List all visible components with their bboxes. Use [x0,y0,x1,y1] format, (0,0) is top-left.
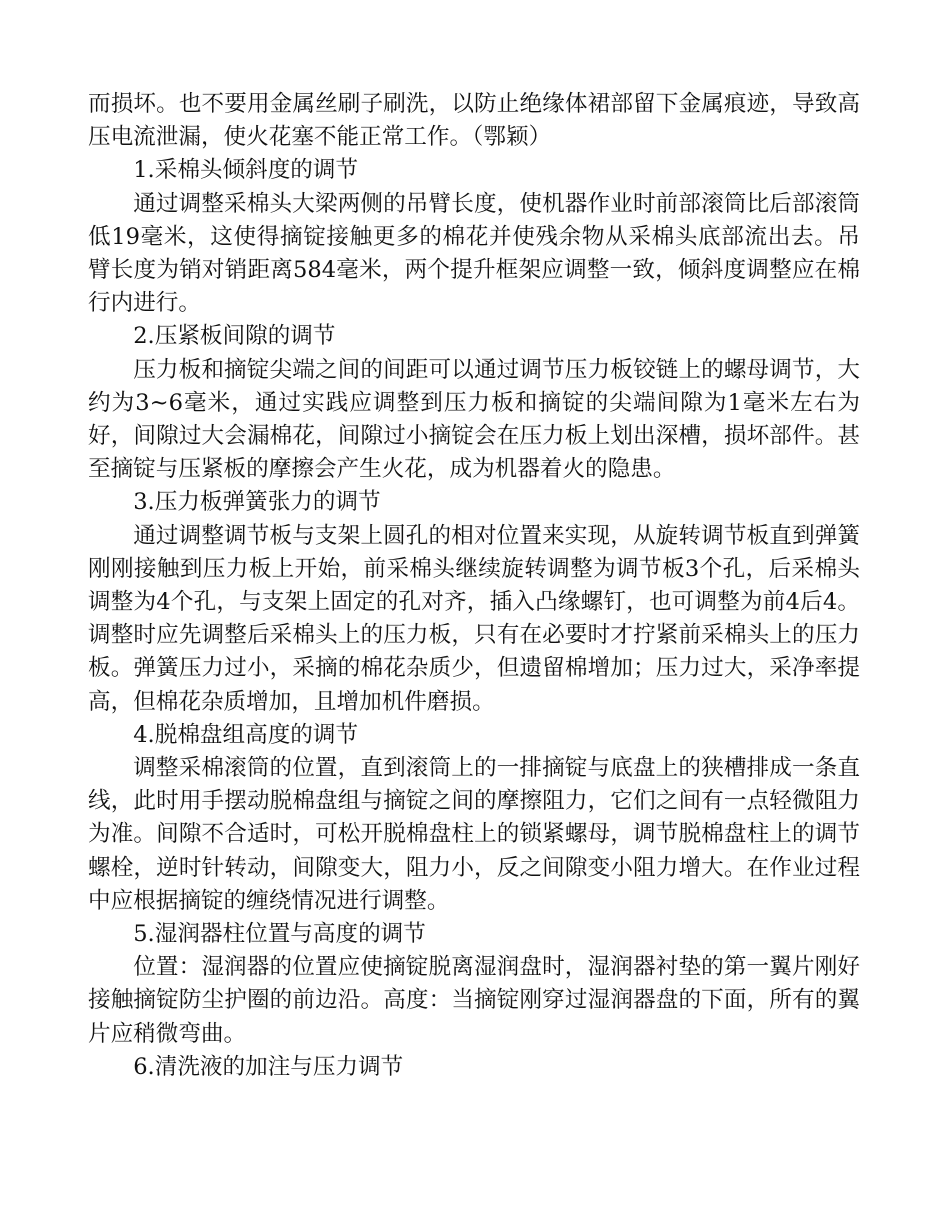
section-heading-1: 1.采棉头倾斜度的调节 [133,157,359,184]
section-heading-6: 6.清洗液的加注与压力调节 [133,1053,404,1080]
section-heading-3: 3.压力板弹簧张力的调节 [133,489,381,516]
section-heading-2: 2.压紧板间隙的调节 [133,323,336,350]
section-heading-4: 4.脱棉盘组高度的调节 [133,721,359,748]
section-heading-5: 5.湿润器柱位置与高度的调节 [133,921,426,948]
paragraph-5: 位置：湿润器的位置应使摘锭脱离湿润盘时，湿润器衬垫的第一翼片刚好接触摘锭防尘护圈的前边沿。高度：当摘锭刚穿过湿润器盘的下面，所有的翼片应稍微弯曲。 [88,954,860,1047]
paragraph-4: 调整采棉滚筒的位置，直到滚筒上的一排摘锭与底盘上的狭槽排成一条直线，此时用手摆动脱棉盘组与摘锭之间的摩擦阻力，它们之间有一点轻微阻力为准。间隙不合适时，可松开脱棉盘柱上的锁紧螺母，调节脱棉盘柱上的调节螺栓，逆时针转动，间隙变大，阻力小，反之间隙变小阻力增大。在作业过程中应根据摘锭的缠绕情况进行调整。 [88,755,860,914]
paragraph-2: 压力板和摘锭尖端之间的间距可以通过调节压力板铰链上的螺母调节，大约为3~6毫米，通过实践应调整到压力板和摘锭的尖端间隙为1毫米左右为好，间隙过大会漏棉花，间隙过小摘锭会在压力板上划出深槽，损坏部件。甚至摘锭与压紧板的摩擦会产生火花，成为机器着火的隐患。 [88,356,860,483]
paragraph-3: 通过调整调节板与支架上圆孔的相对位置来实现，从旋转调节板直到弹簧刚刚接触到压力板上开始，前采棉头继续旋转调整为调节板3个孔，后采棉头调整为4个孔，与支架上固定的孔对齐，插入凸缘螺钉，也可调整为前4后4。调整时应先调整后采棉头上的压力板，只有在必要时才拧紧前采棉头上的压力板。弹簧压力过小，采摘的棉花杂质少，但遗留棉增加；压力过大，采净率提高，但棉花杂质增加，且增加机件磨损。 [88,522,860,715]
paragraph-continued: 而损坏。也不要用金属丝刷子刷洗，以防止绝缘体裙部留下金属痕迹，导致高压电流泄漏，使火花塞不能正常工作。（鄂颖） [88,91,860,151]
paragraph-1: 通过调整采棉头大梁两侧的吊臂长度，使机器作业时前部滚筒比后部滚筒低19毫米，这使得摘锭接触更多的棉花并使残余物从采棉头底部流出去。吊臂长度为销对销距离584毫米，两个提升框架应调整一致，倾斜度调整应在棉行内进行。 [88,190,860,317]
document-page [88,88,860,1084]
